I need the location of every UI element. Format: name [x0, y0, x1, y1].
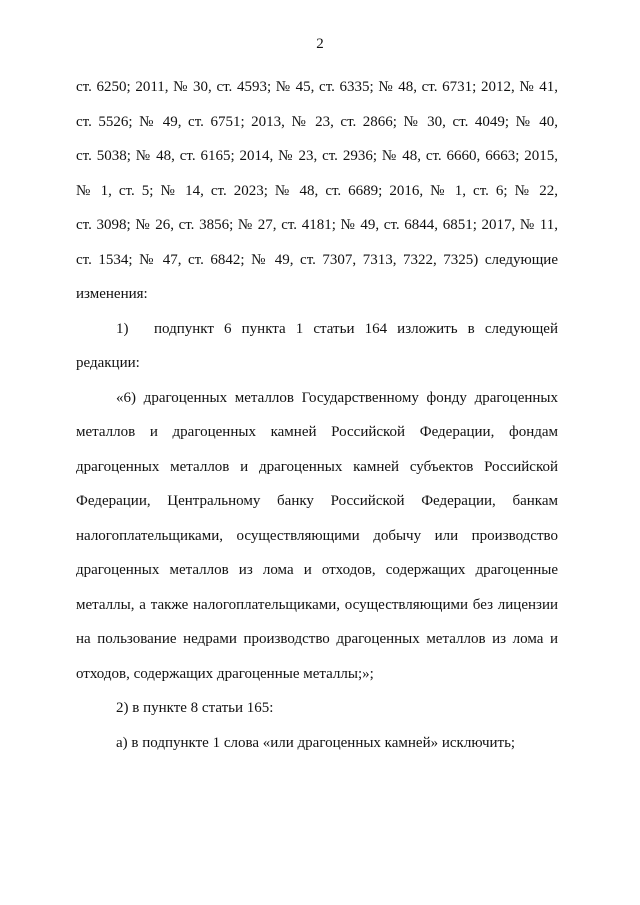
quote-line: драгоценных металлов и драгоценных камней субъектов Российской — [76, 458, 558, 475]
quote-line: на пользование недрами производство драгоценных металлов из лома и — [76, 631, 558, 647]
page-number: 2 — [316, 36, 324, 52]
quote-line: металлов и драгоценных камней Российской Федерации, фондам — [76, 424, 558, 440]
list-item-text: подпункт 6 пункта 1 статьи 164 изложить в следующей — [154, 320, 558, 337]
quote-line: драгоценных металлов из лома и отходов, содержащих драгоценные — [76, 562, 558, 578]
list-item-continuation: редакции: — [76, 355, 140, 371]
list-item-2a: а) в подпункте 1 слова «или драгоценных камней» исключить; — [116, 734, 516, 751]
quote-line: Федерации, Центральному банку Российской Федерации, банкам — [76, 493, 558, 509]
text-line: ст. 1534; № 47, ст. 6842; № 49, ст. 7307, 7313, 7322, 7325) следующие — [76, 251, 558, 268]
list-item-number: 1) — [116, 320, 129, 337]
document-body — [76, 70, 558, 760]
text-line: № 1, ст. 5; № 14, ст. 2023; № 48, ст. 6689; 2016, № 1, ст. 6; № 22, — [76, 182, 558, 199]
text-line: ст. 5038; № 48, ст. 6165; 2014, № 23, ст. 2936; № 48, ст. 6660, 6663; 2015, — [76, 148, 558, 164]
text-line: ст. 3098; № 26, ст. 3856; № 27, ст. 4181; № 49, ст. 6844, 6851; 2017, № 11, — [76, 217, 558, 233]
text-line: изменения: — [76, 286, 148, 302]
quote-line: отходов, содержащих драгоценные металлы;»; — [76, 665, 374, 682]
text-line: ст. 6250; 2011, № 30, ст. 4593; № 45, ст. 6335; № 48, ст. 6731; 2012, № 41, — [76, 79, 558, 95]
list-item-2: 2) в пункте 8 статьи 165: — [116, 700, 274, 716]
quote-line: налогоплательщиками, осуществляющими добычу или производство — [76, 527, 558, 544]
text-line: ст. 5526; № 49, ст. 6751; 2013, № 23, ст. 2866; № 30, ст. 4049; № 40, — [76, 113, 558, 130]
quote-line: металлы, а также налогоплательщиками, осуществляющими без лицензии — [76, 596, 558, 613]
list-item-1 — [76, 312, 558, 347]
quote-line: «6) драгоценных металлов Государственному фонду драгоценных — [116, 389, 558, 406]
